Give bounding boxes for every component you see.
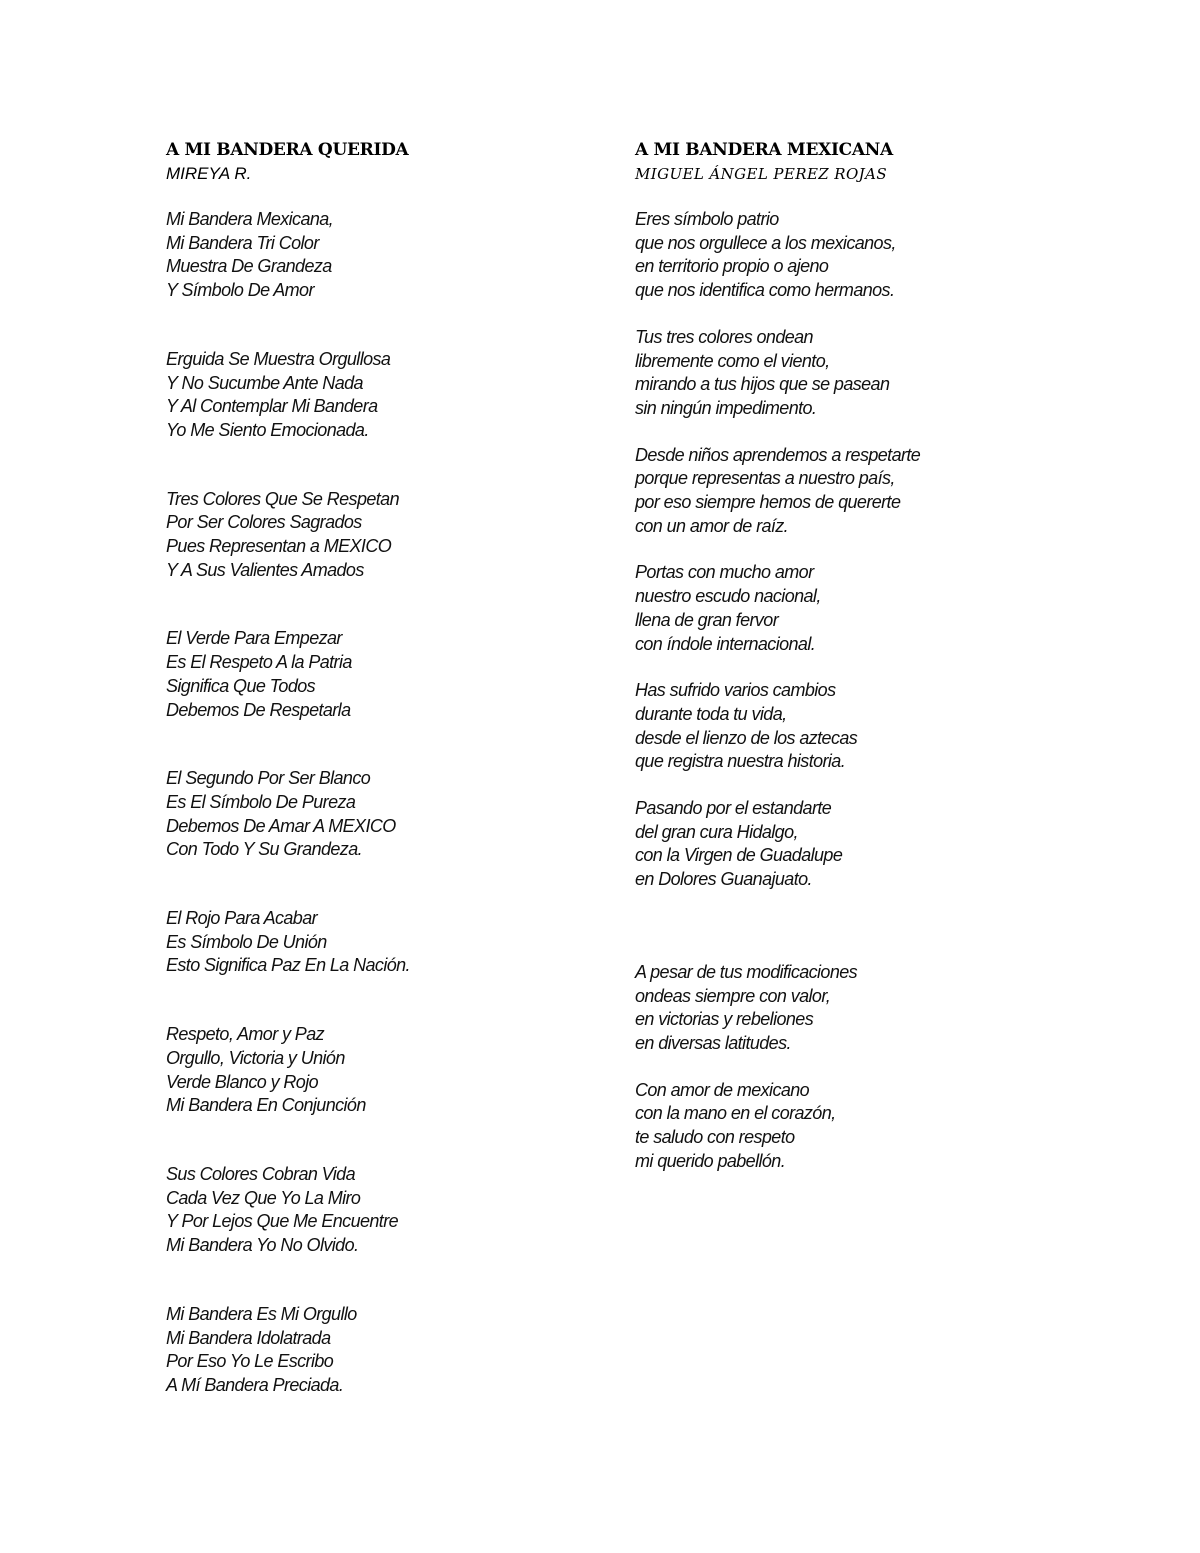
stanza	[635, 444, 1095, 539]
poem-line: porque representas a nuestro país,	[635, 468, 895, 489]
poem-line: con la mano en el corazón,	[635, 1103, 836, 1124]
stanza	[166, 767, 586, 862]
stanza	[635, 679, 1095, 774]
poem-line: desde el lienzo de los aztecas	[635, 727, 858, 748]
poem-line: Y No Sucumbe Ante Nada	[166, 372, 363, 393]
poem-line: con índole internacional.	[635, 633, 816, 654]
poem-line: mi querido pabellón.	[635, 1150, 786, 1171]
poem-line: Es Símbolo De Unión	[166, 931, 327, 952]
stanza	[635, 561, 1095, 656]
poem-line: Muestra De Grandeza	[166, 256, 332, 277]
poem-line: con la Virgen de Guadalupe	[635, 845, 843, 866]
poem-line: Y Símbolo De Amor	[166, 280, 314, 301]
poem-line: llena de gran fervor	[635, 609, 779, 630]
poem-line: nuestro escudo nacional,	[635, 586, 821, 607]
poem-line: que registra nuestra historia.	[635, 751, 846, 772]
stanza	[635, 326, 1095, 421]
poem-line: Cada Vez Que Yo La Miro	[166, 1187, 361, 1208]
poem-line: libremente como el viento,	[635, 350, 830, 371]
poem-line: Pasando por el estandarte	[635, 798, 832, 819]
stanza	[635, 1079, 1095, 1174]
poem-line: Has sufrido varios cambios	[635, 680, 836, 701]
poem-line: Desde niños aprendemos a respetarte	[635, 444, 921, 465]
poem-line: ondeas siempre con valor,	[635, 985, 831, 1006]
poem-line: Con Todo Y Su Grandeza.	[166, 839, 363, 860]
poem-line: El Rojo Para Acabar	[166, 908, 318, 929]
poem-line: con un amor de raíz.	[635, 515, 789, 536]
poem-line: Esto Significa Paz En La Nación.	[166, 955, 410, 976]
poem-line: Y Por Lejos Que Me Encuentre	[166, 1211, 399, 1232]
poem-line: en diversas latitudes.	[635, 1032, 791, 1053]
poem-line: Pues Representan a MEXICO	[166, 536, 392, 557]
stanza	[166, 348, 586, 443]
poem-line: que nos identifica como hermanos.	[635, 280, 895, 301]
poem-body	[635, 208, 1095, 1174]
poem-line: Orgullo, Victoria y Unión	[166, 1047, 345, 1068]
stanza	[166, 488, 586, 583]
poem-body	[166, 208, 586, 1398]
poem-line: Significa Que Todos	[166, 675, 316, 696]
poem-line: A pesar de tus modificaciones	[635, 961, 858, 982]
poem-title: A MI BANDERA MEXICANA	[635, 140, 893, 160]
poem-line: en Dolores Guanajuato.	[635, 869, 812, 890]
poem-line: Portas con mucho amor	[635, 562, 814, 583]
poem-line: Yo Me Siento Emocionada.	[166, 419, 369, 440]
poem-line: que nos orgullece a los mexicanos,	[635, 232, 896, 253]
poem-line: en territorio propio o ajeno	[635, 256, 829, 277]
poem-line: Debemos De Respetarla	[166, 699, 351, 720]
stanza	[166, 1163, 586, 1258]
stanza	[166, 208, 586, 303]
poem-line: Debemos De Amar A MEXICO	[166, 815, 396, 836]
poem-line: por eso siempre hemos de quererte	[635, 492, 901, 513]
poem-line: durante toda tu vida,	[635, 703, 787, 724]
poem-line: Tres Colores Que Se Respetan	[166, 488, 399, 509]
poem-line: Mi Bandera Yo No Olvido.	[166, 1235, 359, 1256]
poem-line: Tus tres colores ondean	[635, 326, 813, 347]
poem-author: MIGUEL ÁNGEL PEREZ ROJAS	[635, 165, 887, 183]
poem-line: Mi Bandera En Conjunción	[166, 1095, 366, 1116]
poem-line: Por Eso Yo Le Escribo	[166, 1351, 334, 1372]
poem-line: sin ningún impedimento.	[635, 397, 817, 418]
poem-line: Respeto, Amor y Paz	[166, 1024, 325, 1045]
poem-line: Verde Blanco y Rojo	[166, 1071, 319, 1092]
poem-line: Es El Respeto A la Patria	[166, 652, 352, 673]
poem-line: Mi Bandera Mexicana,	[166, 209, 334, 229]
stanza	[635, 797, 1095, 892]
stanza	[166, 907, 586, 978]
poem-line: El Segundo Por Ser Blanco	[166, 768, 371, 789]
poem-line: del gran cura Hidalgo,	[635, 821, 798, 842]
poem-line: en victorias y rebeliones	[635, 1009, 814, 1030]
poem-author: MIREYA R.	[166, 164, 252, 183]
poem-title: A MI BANDERA QUERIDA	[166, 140, 409, 160]
poem-line: te saludo con respeto	[635, 1127, 795, 1148]
poem-line: Y A Sus Valientes Amados	[166, 559, 364, 580]
poem-line: Y Al Contemplar Mi Bandera	[166, 396, 378, 417]
poem-line: Sus Colores Cobran Vida	[166, 1163, 355, 1184]
poem-line: Eres símbolo patrio	[635, 209, 779, 229]
poem-line: Mi Bandera Tri Color	[166, 232, 319, 253]
poem-a-mi-bandera-mexicana	[635, 138, 1095, 1174]
stanza	[166, 1303, 586, 1398]
poem-line: El Verde Para Empezar	[166, 628, 342, 649]
poem-line: Con amor de mexicano	[635, 1079, 810, 1100]
stanza	[635, 208, 1095, 303]
stanza	[166, 1023, 586, 1118]
poem-line: Mi Bandera Idolatrada	[166, 1327, 331, 1348]
stanza	[166, 627, 586, 722]
poem-a-mi-bandera-querida	[166, 138, 586, 1398]
poem-line: Mi Bandera Es Mi Orgullo	[166, 1303, 357, 1324]
stanza	[635, 961, 1095, 1056]
poem-line: A Mí Bandera Preciada.	[166, 1374, 344, 1395]
poem-line: Es El Símbolo De Pureza	[166, 791, 356, 812]
poem-line: Erguida Se Muestra Orgullosa	[166, 348, 391, 369]
poem-line: mirando a tus hijos que se pasean	[635, 374, 890, 395]
poem-line: Por Ser Colores Sagrados	[166, 512, 362, 533]
